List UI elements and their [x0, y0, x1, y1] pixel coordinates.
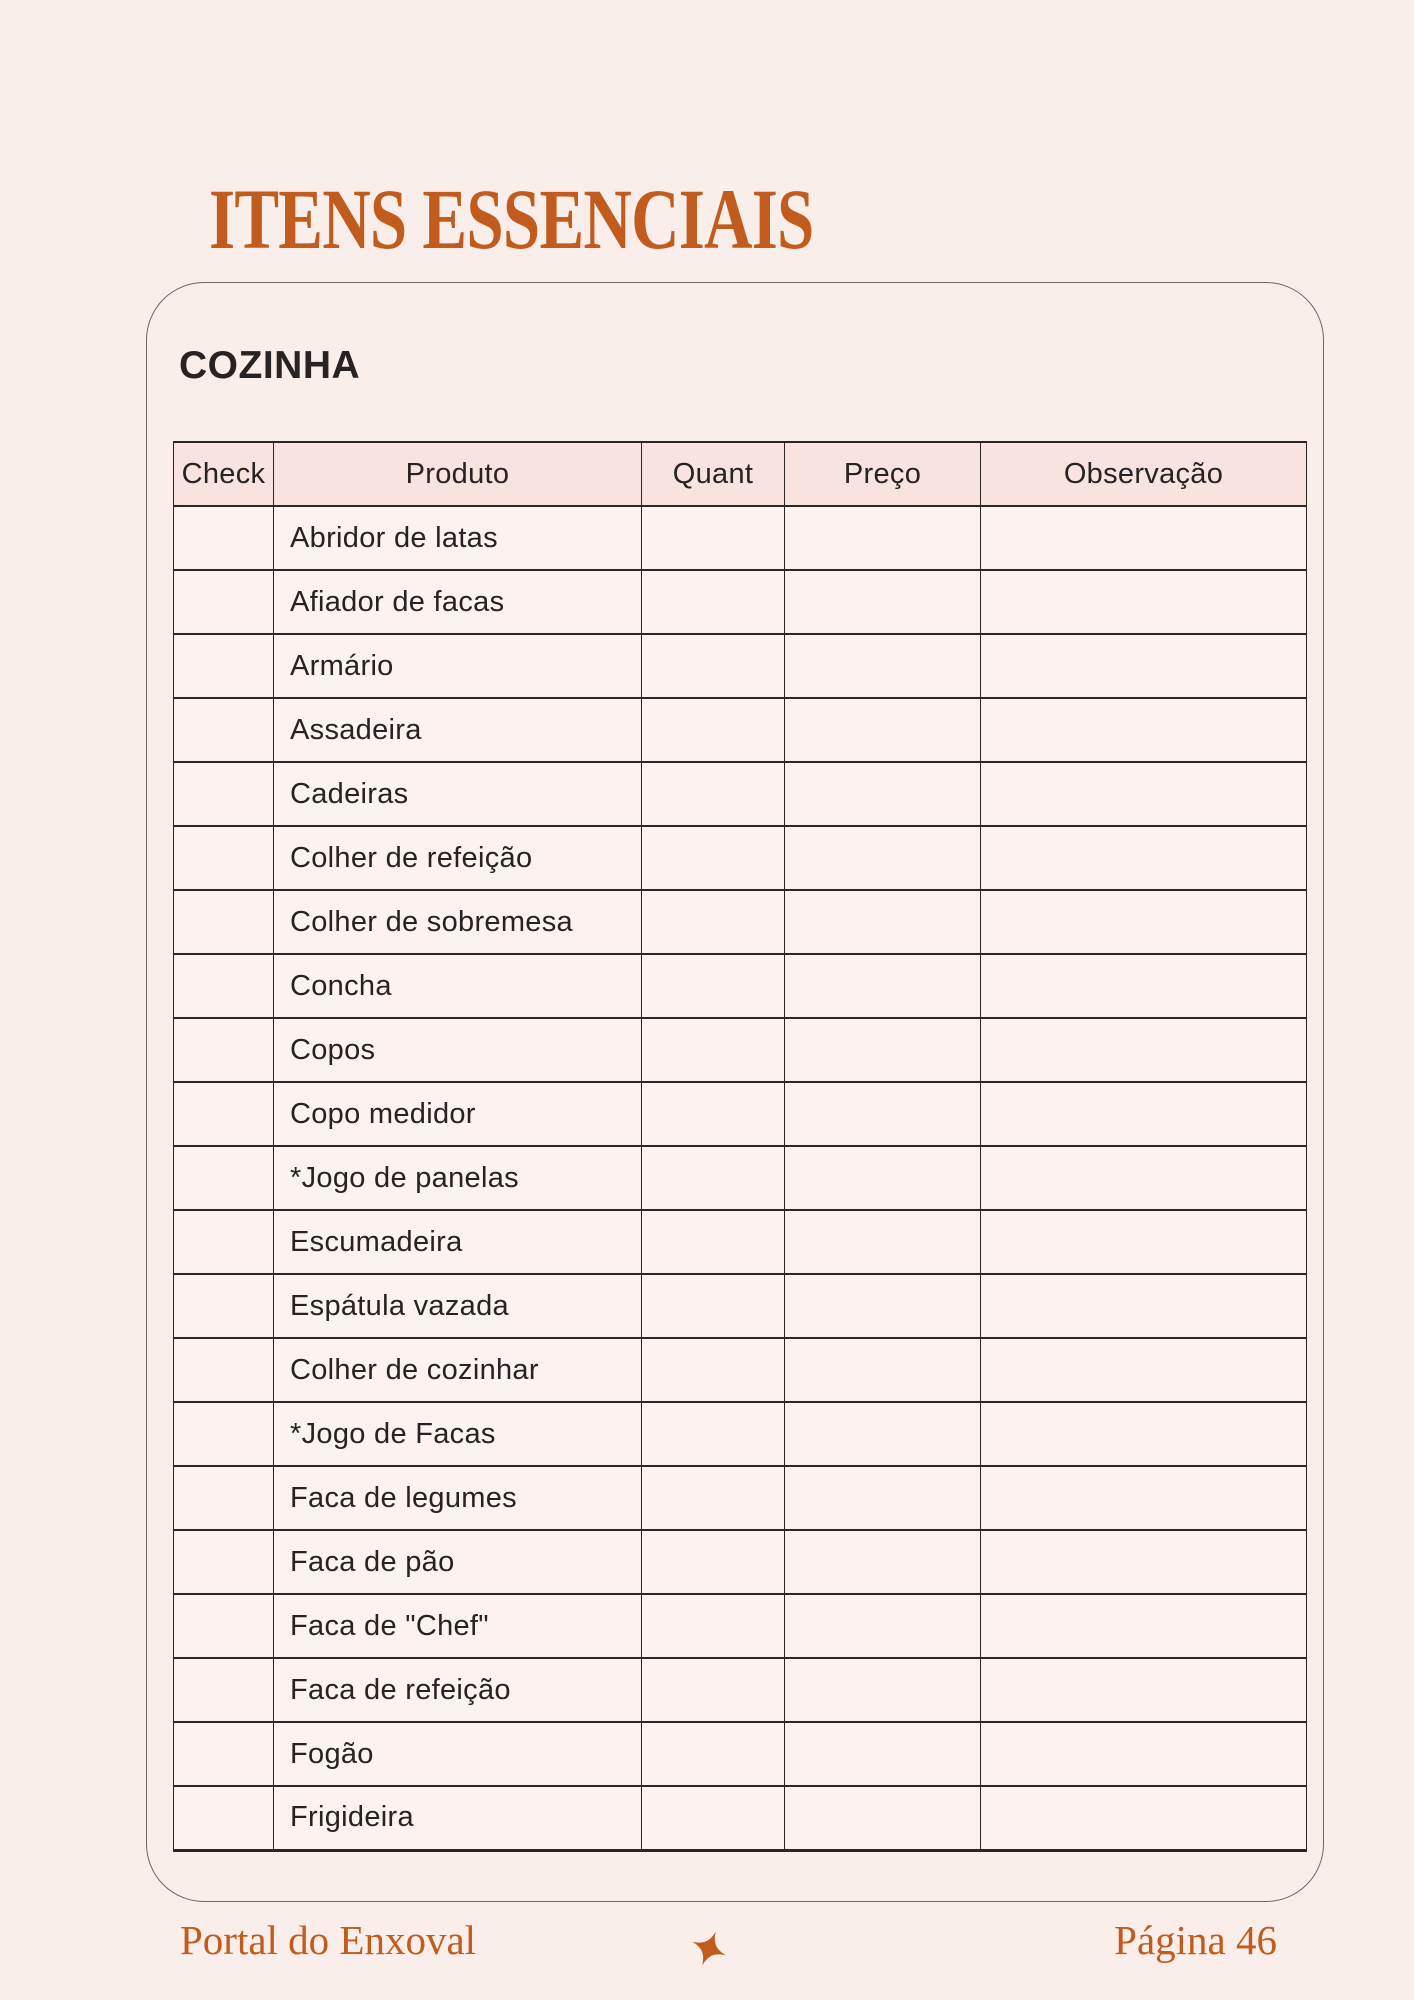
quant-cell	[642, 1466, 785, 1530]
price-cell	[785, 634, 981, 698]
quant-cell	[642, 954, 785, 1018]
product-cell: Faca de legumes	[274, 1466, 642, 1530]
quant-cell	[642, 1082, 785, 1146]
table-row	[174, 954, 1307, 1018]
quant-cell	[642, 1658, 785, 1722]
price-cell	[785, 1466, 981, 1530]
table-row	[174, 890, 1307, 954]
price-cell	[785, 1786, 981, 1850]
table-row	[174, 1530, 1307, 1594]
observation-cell	[981, 1530, 1307, 1594]
header-row	[174, 442, 1307, 506]
check-cell	[174, 634, 274, 698]
observation-cell	[981, 570, 1307, 634]
price-cell	[785, 698, 981, 762]
check-cell	[174, 890, 274, 954]
table-row	[174, 1786, 1307, 1850]
quant-cell	[642, 1402, 785, 1466]
observation-cell	[981, 1466, 1307, 1530]
price-cell	[785, 1210, 981, 1274]
check-cell	[174, 1274, 274, 1338]
product-cell: Faca de pão	[274, 1530, 642, 1594]
check-cell	[174, 1210, 274, 1274]
table-header	[174, 442, 1307, 506]
price-cell	[785, 1338, 981, 1402]
observation-cell	[981, 1402, 1307, 1466]
check-cell	[174, 1722, 274, 1786]
observation-cell	[981, 1082, 1307, 1146]
quant-cell	[642, 1146, 785, 1210]
table-row	[174, 1594, 1307, 1658]
price-cell	[785, 570, 981, 634]
checklist-table	[173, 441, 1307, 1852]
price-cell	[785, 890, 981, 954]
check-cell	[174, 954, 274, 1018]
quant-cell	[642, 826, 785, 890]
product-cell: Copo medidor	[274, 1082, 642, 1146]
product-cell: Faca de refeição	[274, 1658, 642, 1722]
quant-cell	[642, 570, 785, 634]
quant-cell	[642, 1018, 785, 1082]
price-cell	[785, 1594, 981, 1658]
table-row	[174, 1338, 1307, 1402]
table-row	[174, 1658, 1307, 1722]
quant-cell	[642, 1786, 785, 1850]
observation-cell	[981, 1786, 1307, 1850]
price-cell	[785, 506, 981, 570]
price-cell	[785, 1146, 981, 1210]
check-cell	[174, 1658, 274, 1722]
observation-cell	[981, 762, 1307, 826]
price-cell	[785, 954, 981, 1018]
quant-cell	[642, 634, 785, 698]
check-cell	[174, 698, 274, 762]
check-cell	[174, 1466, 274, 1530]
observation-cell	[981, 1722, 1307, 1786]
checklist-card	[146, 282, 1324, 1902]
observation-cell	[981, 698, 1307, 762]
product-cell: Espátula vazada	[274, 1274, 642, 1338]
check-cell	[174, 1594, 274, 1658]
observation-cell	[981, 1146, 1307, 1210]
observation-cell	[981, 826, 1307, 890]
product-cell: Colher de sobremesa	[274, 890, 642, 954]
product-cell: Frigideira	[274, 1786, 642, 1850]
check-cell	[174, 1082, 274, 1146]
product-cell: Faca de "Chef"	[274, 1594, 642, 1658]
product-cell: Cadeiras	[274, 762, 642, 826]
quant-cell	[642, 1338, 785, 1402]
sparkle-icon	[691, 1929, 727, 1968]
header-check: Check	[174, 442, 274, 506]
price-cell	[785, 762, 981, 826]
observation-cell	[981, 890, 1307, 954]
observation-cell	[981, 1210, 1307, 1274]
quant-cell	[642, 698, 785, 762]
check-cell	[174, 1530, 274, 1594]
product-cell: Escumadeira	[274, 1210, 642, 1274]
price-cell	[785, 1530, 981, 1594]
product-cell: Armário	[274, 634, 642, 698]
check-cell	[174, 1402, 274, 1466]
observation-cell	[981, 1018, 1307, 1082]
observation-cell	[981, 954, 1307, 1018]
header-produto: Produto	[274, 442, 642, 506]
product-cell: Colher de refeição	[274, 826, 642, 890]
table-row	[174, 634, 1307, 698]
quant-cell	[642, 1274, 785, 1338]
check-cell	[174, 826, 274, 890]
price-cell	[785, 1018, 981, 1082]
product-cell: Assadeira	[274, 698, 642, 762]
observation-cell	[981, 1594, 1307, 1658]
product-cell: *Jogo de Facas	[274, 1402, 642, 1466]
table-row	[174, 1210, 1307, 1274]
price-cell	[785, 1722, 981, 1786]
table-row	[174, 1466, 1307, 1530]
check-cell	[174, 1786, 274, 1850]
page-title: ITENS ESSENCIAIS	[209, 171, 814, 267]
footer-brand: Portal do Enxoval	[180, 1917, 477, 1963]
table-body	[174, 506, 1307, 1850]
check-cell	[174, 570, 274, 634]
table-row	[174, 1018, 1307, 1082]
price-cell	[785, 1658, 981, 1722]
observation-cell	[981, 1658, 1307, 1722]
product-cell: *Jogo de panelas	[274, 1146, 642, 1210]
check-cell	[174, 1146, 274, 1210]
observation-cell	[981, 506, 1307, 570]
product-cell: Afiador de facas	[274, 570, 642, 634]
quant-cell	[642, 890, 785, 954]
footer-page-number: Página 46	[1114, 1917, 1277, 1963]
price-cell	[785, 826, 981, 890]
table-row	[174, 570, 1307, 634]
quant-cell	[642, 1210, 785, 1274]
quant-cell	[642, 1530, 785, 1594]
product-cell: Colher de cozinhar	[274, 1338, 642, 1402]
table-row	[174, 1082, 1307, 1146]
price-cell	[785, 1274, 981, 1338]
section-title: COZINHA	[179, 344, 361, 387]
product-cell: Abridor de latas	[274, 506, 642, 570]
check-cell	[174, 762, 274, 826]
table-row	[174, 762, 1307, 826]
quant-cell	[642, 1594, 785, 1658]
observation-cell	[981, 1338, 1307, 1402]
header-quant: Quant	[642, 442, 785, 506]
table-row	[174, 1146, 1307, 1210]
header-observacao: Observação	[981, 442, 1307, 506]
product-cell: Copos	[274, 1018, 642, 1082]
quant-cell	[642, 506, 785, 570]
observation-cell	[981, 634, 1307, 698]
product-cell: Concha	[274, 954, 642, 1018]
quant-cell	[642, 762, 785, 826]
price-cell	[785, 1082, 981, 1146]
header-preco: Preço	[785, 442, 981, 506]
check-cell	[174, 1338, 274, 1402]
product-cell: Fogão	[274, 1722, 642, 1786]
table-row	[174, 826, 1307, 890]
table-row	[174, 506, 1307, 570]
table-row	[174, 1402, 1307, 1466]
check-cell	[174, 1018, 274, 1082]
table-row	[174, 1274, 1307, 1338]
table-row	[174, 1722, 1307, 1786]
price-cell	[785, 1402, 981, 1466]
quant-cell	[642, 1722, 785, 1786]
observation-cell	[981, 1274, 1307, 1338]
table-row	[174, 698, 1307, 762]
check-cell	[174, 506, 274, 570]
